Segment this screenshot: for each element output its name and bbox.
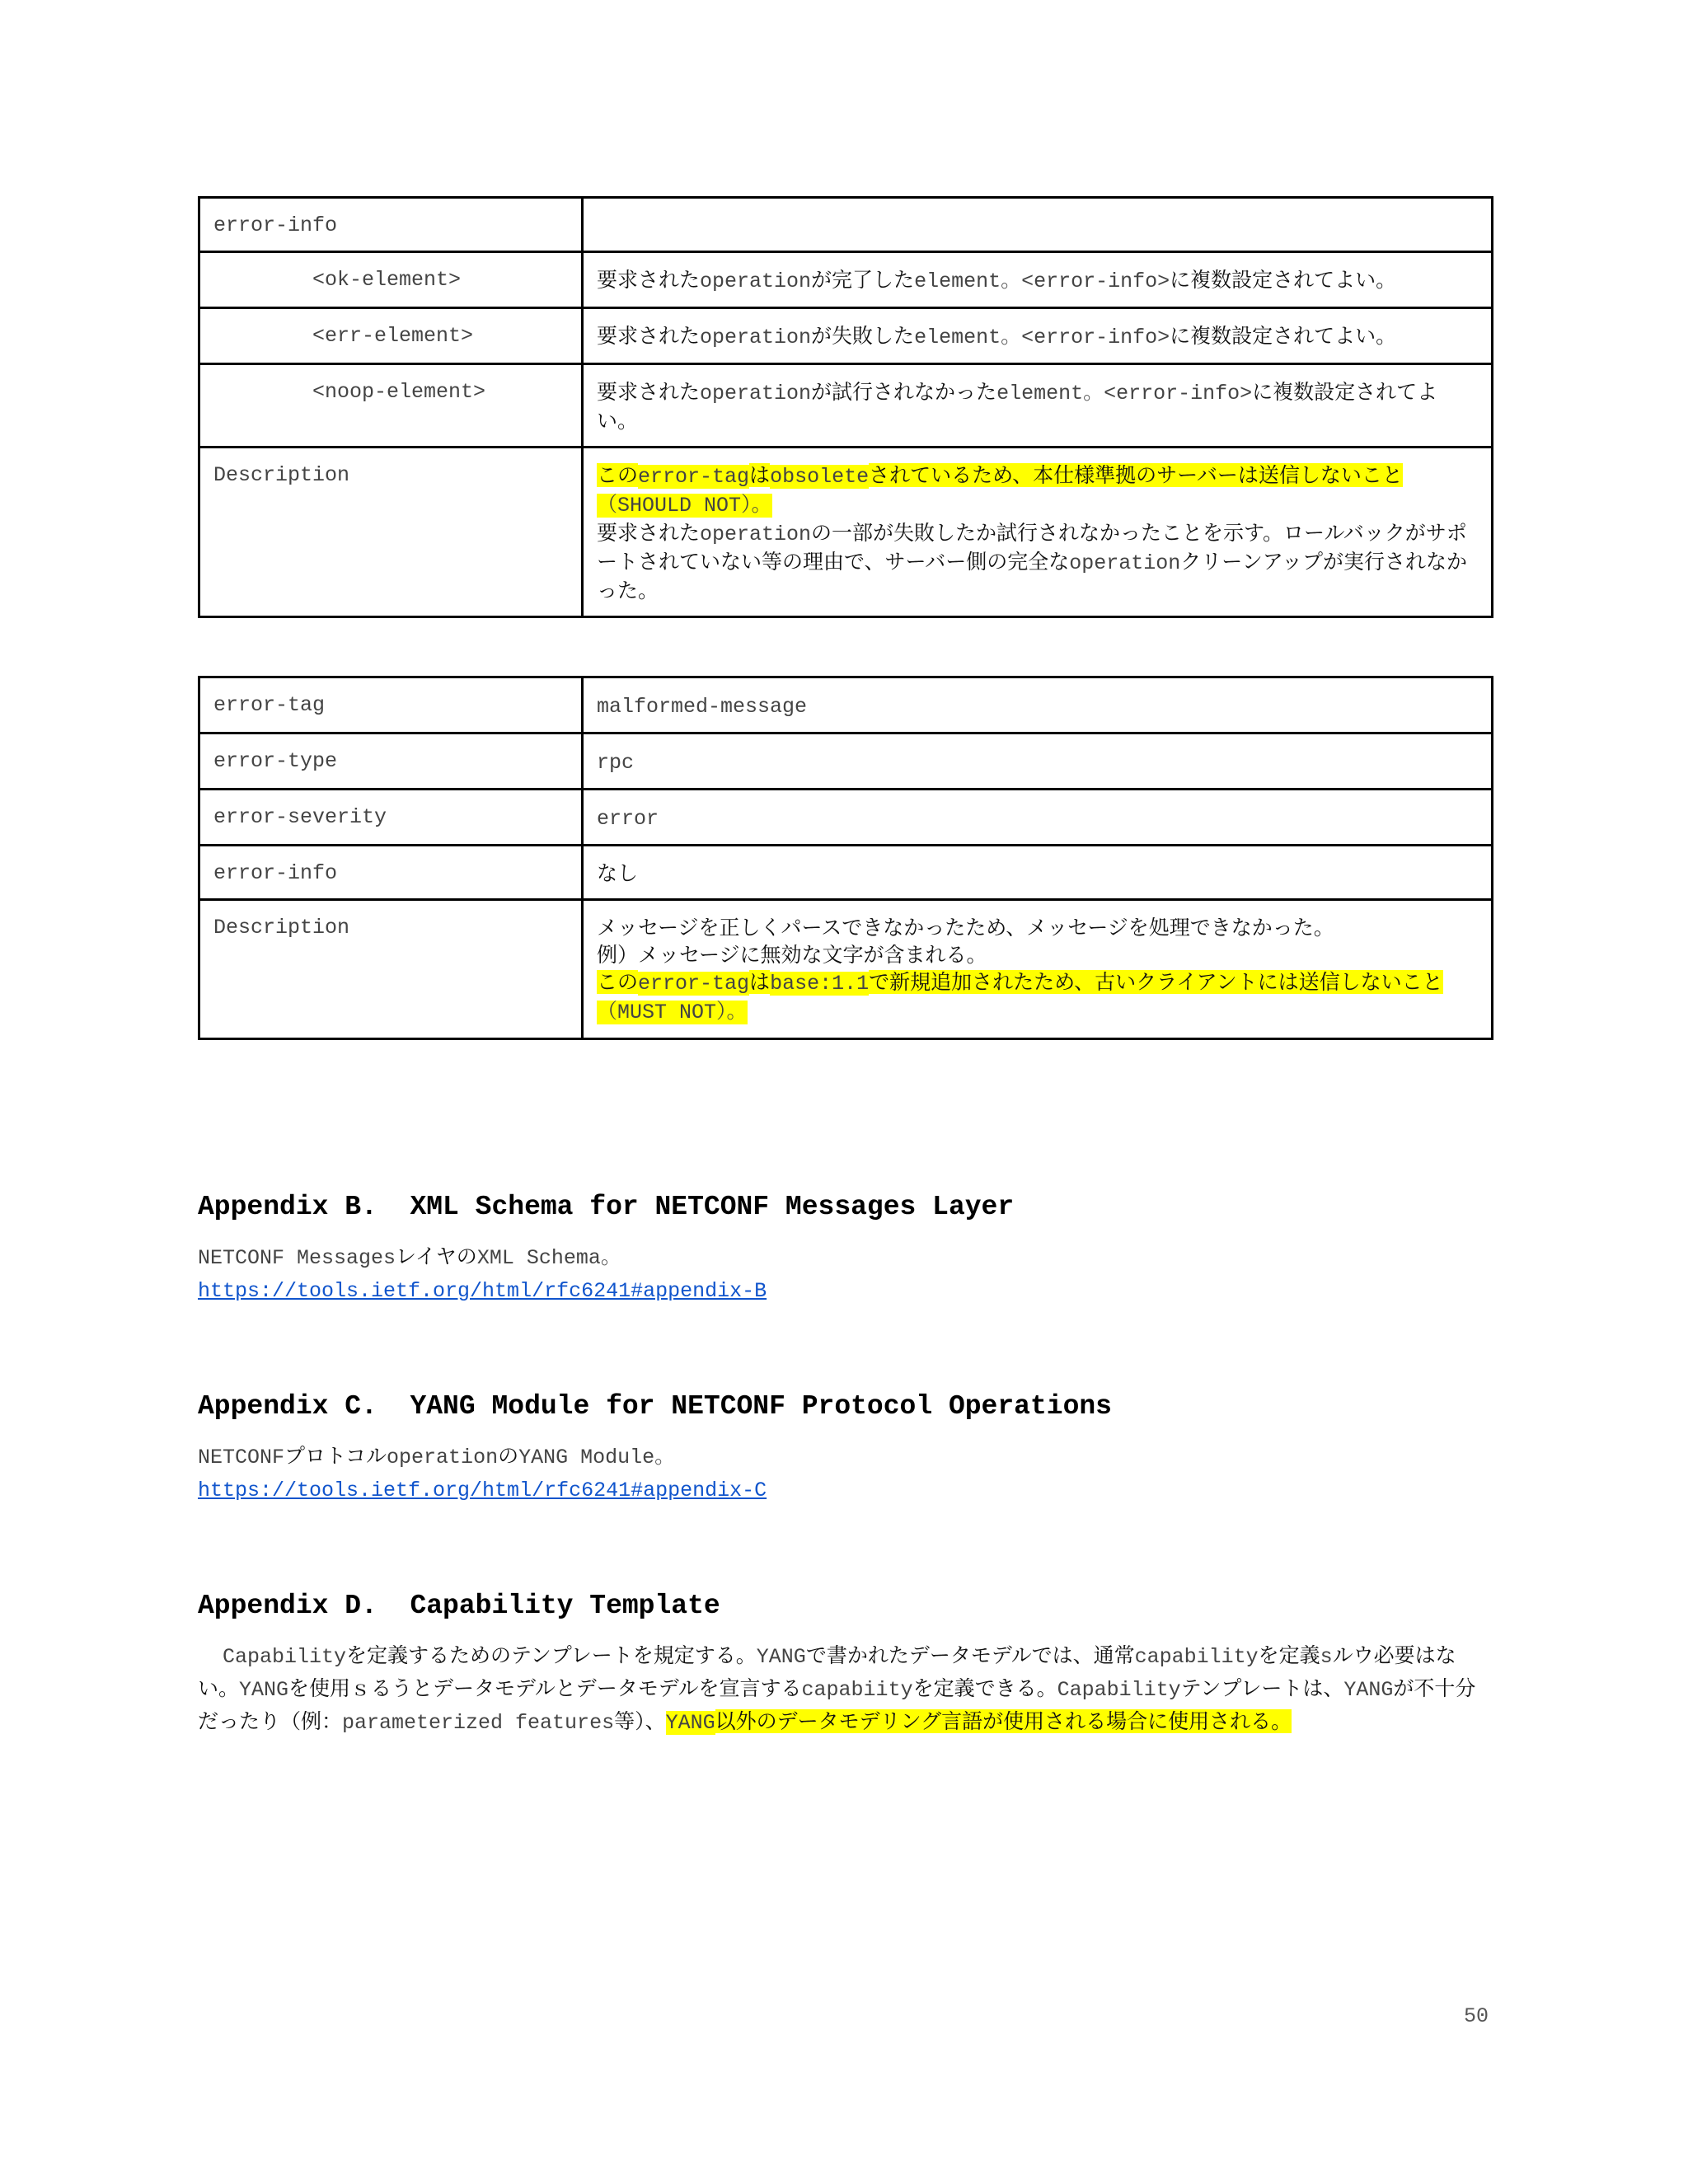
table2-value-segment: は <box>749 970 771 994</box>
appendix-c-text-segment: プロトコル <box>284 1444 387 1468</box>
table1-value-segment: 要求された <box>597 324 701 348</box>
table1-value-segment: に複数設定されてよい。 <box>597 380 1438 433</box>
row-key: error-type <box>199 733 583 790</box>
row-value <box>583 252 1493 308</box>
table1-value-segment: operation <box>700 326 812 349</box>
table1-value-segment: （SHOULD NOT）。 <box>597 494 772 518</box>
row-key: Description <box>199 448 583 617</box>
table2-value-segment: error-tag <box>638 972 750 996</box>
appendix-d-text-segment: Capability <box>198 1645 347 1669</box>
appendix-d-text-segment: 等）、 <box>614 1709 666 1733</box>
appendix-b-heading: Appendix B. XML Schema for NETCONF Messages Layer <box>198 1192 1015 1222</box>
row-key: error-info <box>199 198 583 252</box>
row-value <box>583 733 1493 790</box>
row-key: <err-element> <box>199 308 583 364</box>
table1-value-segment: が完了した <box>811 268 915 292</box>
row-key: error-info <box>199 846 583 900</box>
table1-value-segment: クリーンアップが実行されなかった。 <box>597 550 1468 602</box>
table1-value-segment: が試行されなかった <box>811 380 997 404</box>
appendix-c-text-segment: NETCONF <box>198 1446 285 1469</box>
table1-value-segment: 要求された <box>597 521 701 545</box>
appendix-d-text-segment: YANG <box>239 1678 289 1702</box>
row-key: error-tag <box>199 677 583 733</box>
appendix-d-text-segment: YANG <box>665 1711 715 1735</box>
appendix-b-text-segment: XML Schema。 <box>476 1246 621 1270</box>
table-row <box>199 900 1493 1039</box>
table2-value-segment: で新規追加されたため、古いクライアントには送信しないこと <box>869 970 1443 994</box>
appendix-d-text-segment: を使用ｓるうとデータモデルとデータモデルを宣言する <box>288 1676 802 1700</box>
table-row <box>199 364 1493 448</box>
appendix-d-text-segment: を定義 <box>1258 1643 1320 1667</box>
row-key: <ok-element> <box>199 252 583 308</box>
row-value <box>583 364 1493 448</box>
appendix-c-text-segment: YANG Module。 <box>518 1446 676 1469</box>
table-row <box>199 448 1493 617</box>
row-value <box>583 198 1493 252</box>
table2-value-segment: この <box>597 970 639 994</box>
table-row <box>199 846 1493 900</box>
error-table-malformed-message <box>198 676 1493 1040</box>
appendix-c-text-segment: の <box>498 1444 519 1468</box>
appendix-b-text-segment: NETCONF Messages <box>198 1246 396 1270</box>
row-key: Description <box>199 900 583 1039</box>
table1-value-segment: 要求された <box>597 268 701 292</box>
table1-value-segment: は <box>749 463 771 487</box>
appendix-d-text-segment: が不十分だったり（例： <box>198 1676 1476 1733</box>
table-row <box>199 252 1493 308</box>
appendix-b-body <box>198 1241 1493 1307</box>
row-key: error-severity <box>199 790 583 846</box>
appendix-d-text-segment: Capability <box>1057 1678 1181 1702</box>
table1-value-segment: element。<error-info> <box>996 382 1253 405</box>
appendix-b-link[interactable]: https://tools.ietf.org/html/rfc6241#appendix-B <box>198 1279 767 1303</box>
table-row <box>199 308 1493 364</box>
table2-value-segment: rpc <box>597 751 635 775</box>
table-row <box>199 198 1493 252</box>
appendix-d-text-segment: テンプレートは、 <box>1180 1676 1344 1700</box>
appendix-d-text-segment: capabiity <box>801 1678 913 1702</box>
appendix-c-body <box>198 1441 1493 1507</box>
table-row <box>199 677 1493 733</box>
table1-value-segment: element。<error-info> <box>914 269 1170 293</box>
table2-value-segment: （MUST NOT）。 <box>597 1001 748 1024</box>
row-value <box>583 790 1493 846</box>
appendix-c-link[interactable]: https://tools.ietf.org/html/rfc6241#appendix-C <box>198 1479 767 1502</box>
table1-value-segment: operation <box>700 382 812 405</box>
table1-value-segment: 要求された <box>597 380 701 404</box>
table1-value-segment: operation <box>700 269 812 293</box>
table2-value-segment: base:1.1 <box>770 972 870 996</box>
table2-value-segment: error <box>597 807 659 831</box>
appendix-d-text-segment: ルウ必要はない。 <box>198 1643 1456 1700</box>
table-row <box>199 790 1493 846</box>
error-table-partial-operation <box>198 196 1493 618</box>
appendix-d-text-segment: parameterized features <box>342 1711 615 1735</box>
row-value <box>583 900 1493 1039</box>
row-value <box>583 448 1493 617</box>
table1-value-segment: operation <box>1069 551 1181 575</box>
table1-value-segment: が失敗した <box>811 324 915 348</box>
row-value <box>583 677 1493 733</box>
row-value <box>583 846 1493 900</box>
table1-value-segment: に複数設定されてよい。 <box>1170 324 1397 348</box>
appendix-d-text-segment: 以外のデータモデリング言語が使用される場合に使用される。 <box>715 1709 1292 1733</box>
appendix-d-text-segment: capability <box>1134 1645 1259 1669</box>
appendix-c-text-segment: operation <box>387 1446 499 1469</box>
table1-value-segment: に複数設定されてよい。 <box>1170 268 1397 292</box>
appendix-c-heading: Appendix C. YANG Module for NETCONF Protocol Operations <box>198 1391 1112 1422</box>
appendix-d-text-segment: YANG <box>1343 1678 1394 1702</box>
appendix-b-text-segment: レイヤの <box>396 1244 477 1268</box>
table2-value-segment: 例）メッセージに無効な文字が含まれる。 <box>597 943 987 967</box>
row-key: <noop-element> <box>199 364 583 448</box>
appendix-d-text-segment: YANG <box>756 1645 806 1669</box>
table-row <box>199 733 1493 790</box>
table1-value-segment: operation <box>700 523 812 546</box>
appendix-b-text <box>198 1241 1493 1274</box>
appendix-d-text-segment: を定義できる。 <box>912 1676 1057 1700</box>
table1-value-segment: の一部が失敗したか試行されなかったことを示す。ロールバックがサポートされていない等の理由で、サーバー側の完全な <box>597 521 1467 574</box>
appendix-d-text-segment: s <box>1320 1645 1333 1669</box>
appendix-c-text <box>198 1441 1493 1474</box>
table1-value-segment: error-tag <box>638 465 750 489</box>
appendix-d-body <box>198 1640 1493 1739</box>
page-number: 50 <box>1464 2004 1489 2028</box>
row-value <box>583 308 1493 364</box>
table1-value-segment: obsolete <box>770 465 870 489</box>
table2-value-segment: なし <box>597 861 639 885</box>
appendix-d-heading: Appendix D. Capability Template <box>198 1591 720 1621</box>
table1-value-segment: されているため、本仕様準拠のサーバーは送信しないこと <box>869 463 1403 487</box>
table1-value-segment: この <box>597 463 639 487</box>
appendix-d-text-segment: で書かれたデータモデルでは、通常 <box>805 1643 1135 1667</box>
table2-value-segment: メッセージを正しくパースできなかったため、メッセージを処理できなかった。 <box>597 916 1334 940</box>
appendix-d-text-segment: を定義するためのテンプレートを規定する。 <box>346 1643 757 1667</box>
table1-value-segment: element。<error-info> <box>914 326 1170 349</box>
table2-value-segment: malformed-message <box>597 695 808 719</box>
